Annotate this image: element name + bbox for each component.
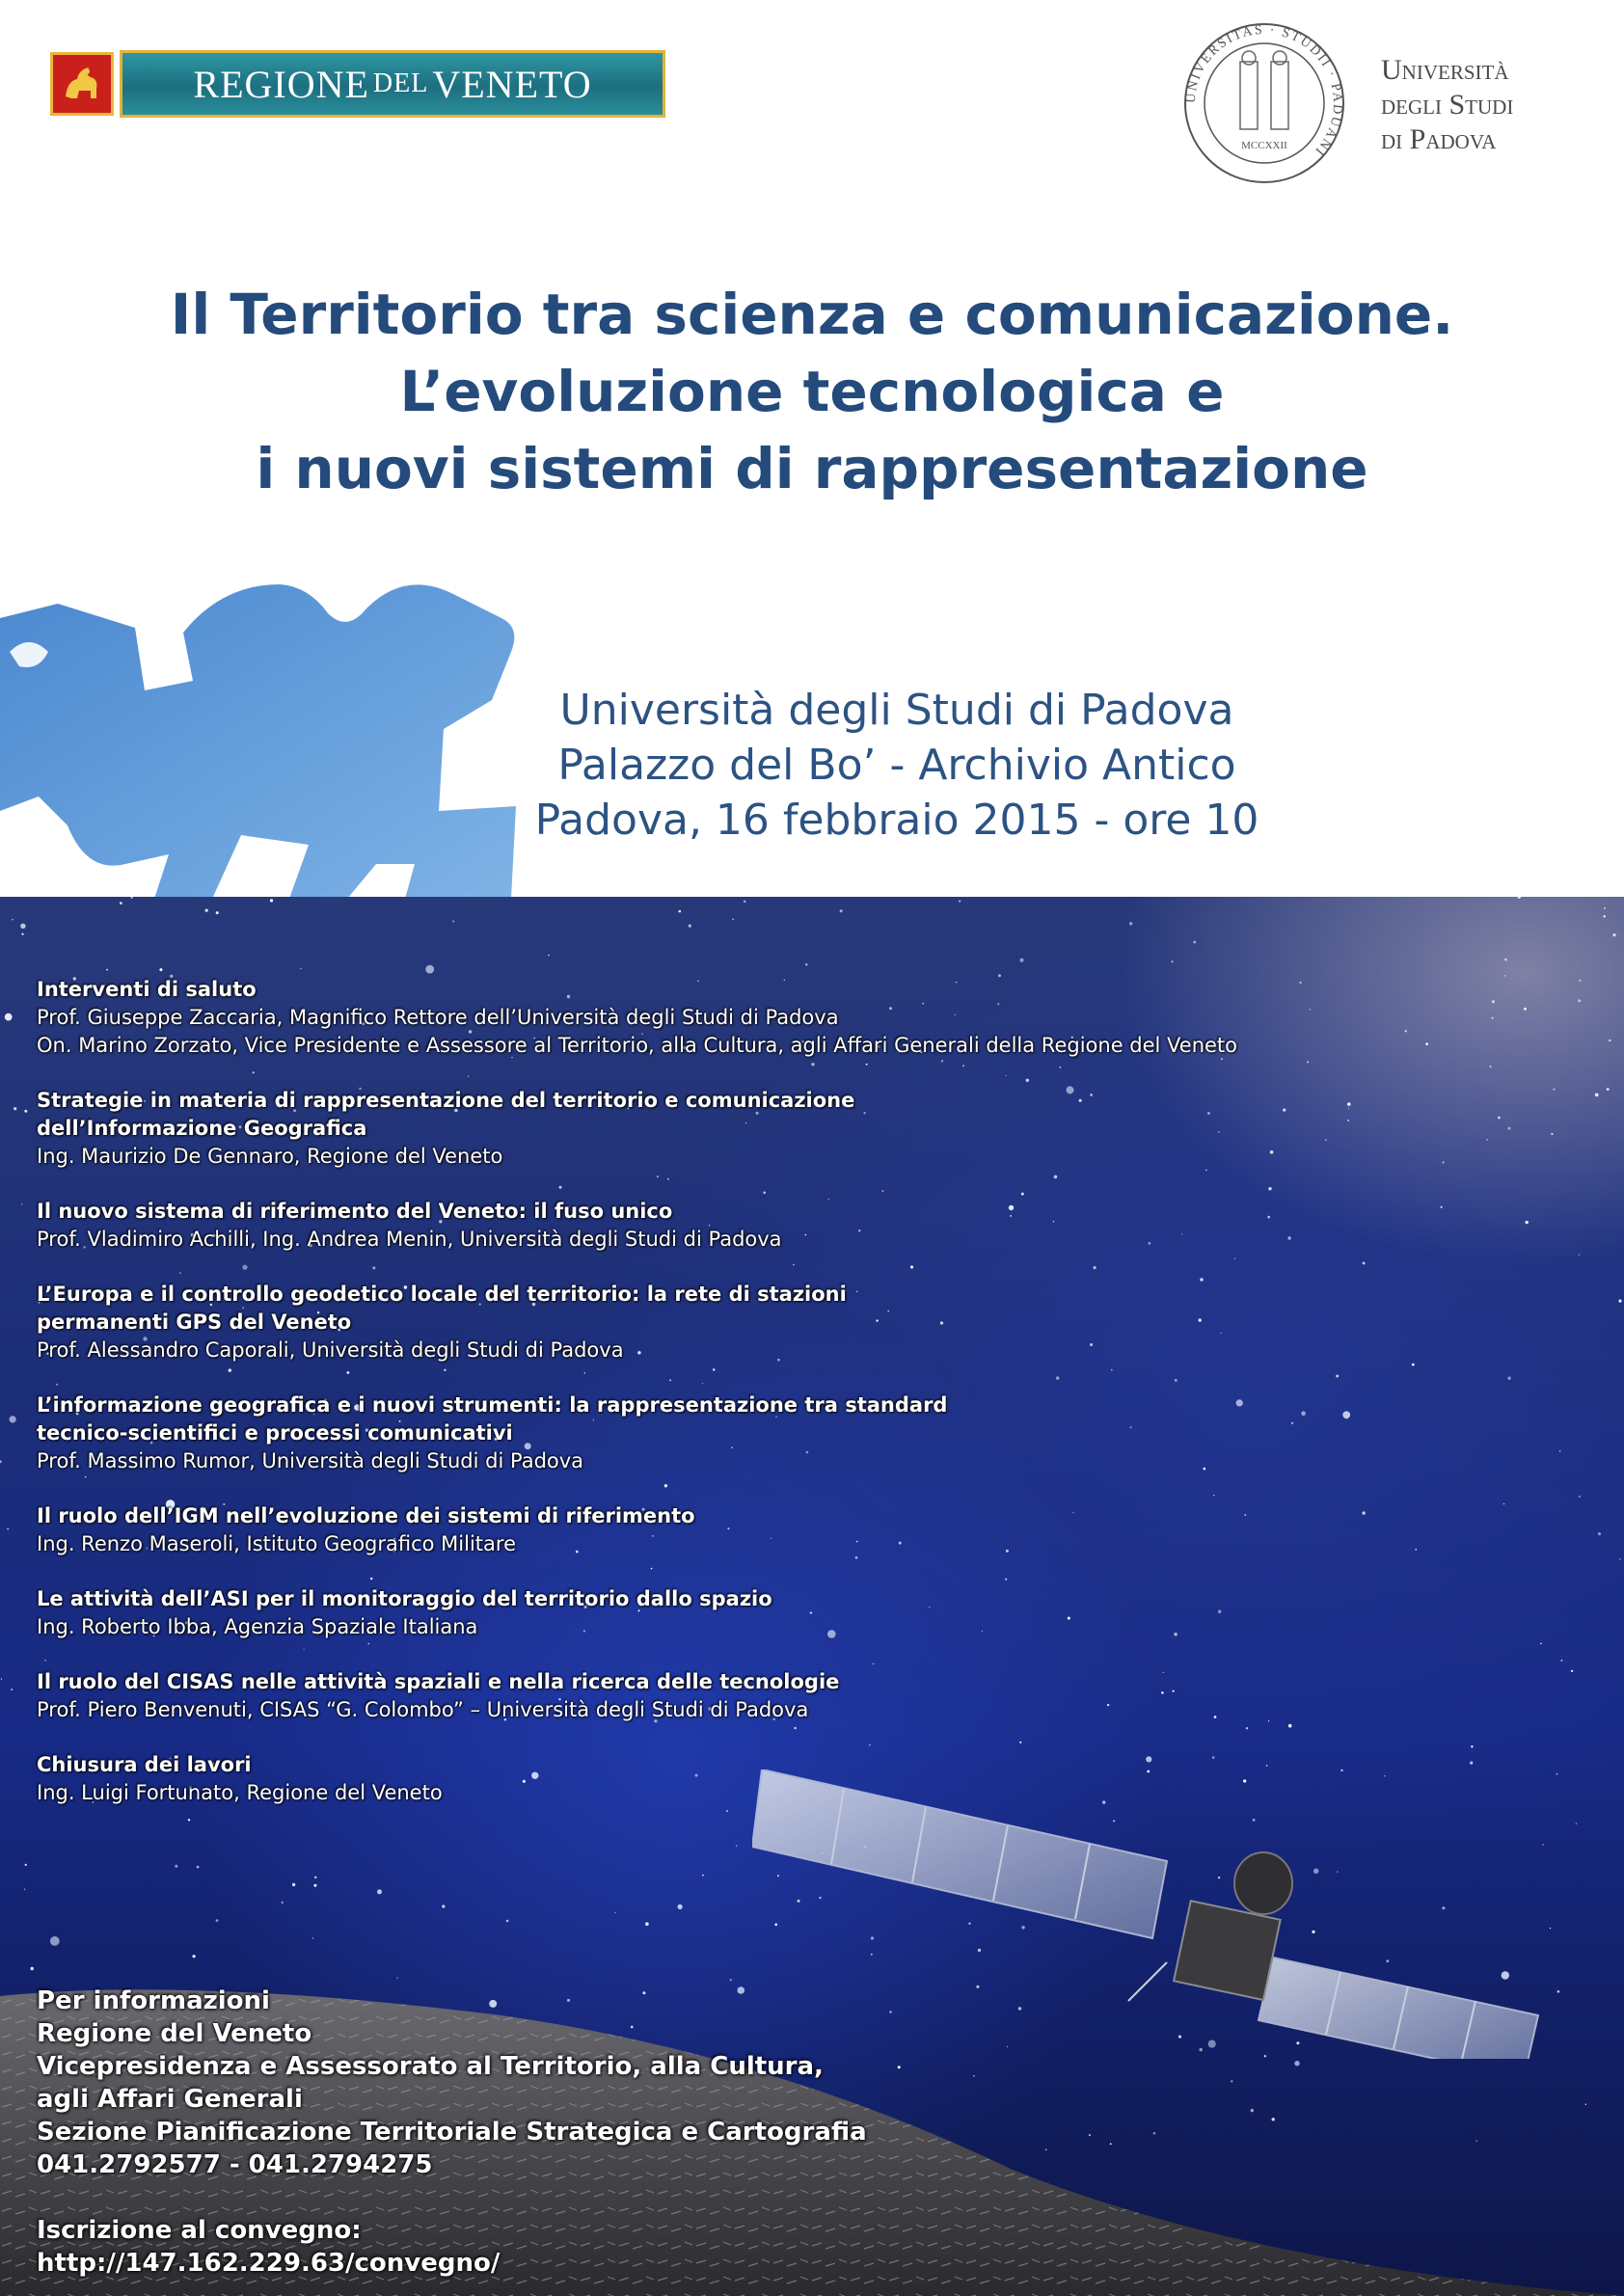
info-line: agli Affari Generali bbox=[37, 2085, 303, 2114]
star bbox=[377, 1889, 382, 1894]
star bbox=[689, 925, 691, 928]
program-item bbox=[37, 1391, 1290, 1475]
star bbox=[1307, 1061, 1309, 1063]
svg-text:MCCXXII: MCCXXII bbox=[1241, 140, 1287, 151]
star bbox=[1550, 1928, 1551, 1929]
title-line-3: i nuovi sistemi di rappresentazione bbox=[256, 436, 1368, 501]
regione-veneto-logo bbox=[50, 50, 665, 118]
star bbox=[452, 921, 454, 923]
star bbox=[0, 1460, 2, 1463]
starry-sky-background bbox=[0, 897, 1624, 2296]
star bbox=[5, 1013, 13, 1021]
star bbox=[300, 968, 302, 970]
star bbox=[548, 955, 549, 956]
program-item bbox=[37, 1087, 1290, 1171]
star bbox=[1540, 1643, 1542, 1645]
star bbox=[645, 1922, 649, 1926]
info-block bbox=[37, 1985, 867, 2280]
university-line-3: di Padova bbox=[1381, 123, 1497, 155]
star bbox=[216, 1919, 219, 1922]
star bbox=[1580, 980, 1582, 982]
program-item-title: L’Europa e il controllo geodetico locale del territorio: la rete di stazioni bbox=[37, 1283, 847, 1306]
star bbox=[805, 963, 807, 965]
star bbox=[292, 1883, 295, 1886]
regione-veneto-banner: REGIONE DEL VENETO bbox=[120, 50, 665, 118]
star bbox=[20, 924, 25, 929]
star bbox=[1595, 1094, 1599, 1097]
program-item bbox=[37, 1281, 1290, 1364]
program-item-speaker: Ing. Maurizio De Gennaro, Regione del Veneto bbox=[37, 1145, 503, 1168]
star bbox=[1553, 1089, 1555, 1091]
star bbox=[282, 1902, 284, 1904]
star bbox=[702, 1875, 704, 1877]
star bbox=[1578, 999, 1581, 1002]
star bbox=[106, 969, 108, 971]
info-line: Regione del Veneto bbox=[37, 2019, 312, 2048]
star bbox=[1310, 1009, 1311, 1010]
program-item bbox=[37, 1668, 1290, 1724]
star bbox=[1492, 1000, 1495, 1003]
star bbox=[1325, 1139, 1326, 1140]
info-line: Per informazioni bbox=[37, 1986, 270, 2015]
star bbox=[1524, 1008, 1527, 1011]
star bbox=[1489, 1066, 1491, 1067]
star bbox=[1443, 1162, 1445, 1164]
star bbox=[205, 909, 208, 912]
star bbox=[12, 919, 14, 921]
star bbox=[24, 1889, 25, 1890]
conference-title bbox=[0, 276, 1624, 507]
svg-text:UNIVERSITAS · STUDII · PADUANI: UNIVERSITAS · STUDII · PADUANI bbox=[1183, 22, 1345, 160]
program-item-title: L’informazione geografica e i nuovi strumenti: la rappresentazione tra standard bbox=[37, 1393, 948, 1417]
venue-line-2: Palazzo del Bo’ - Archivio Antico bbox=[557, 741, 1236, 790]
star bbox=[959, 901, 961, 903]
star bbox=[1291, 1422, 1293, 1424]
program-item-speaker: On. Marino Zorzato, Vice Presidente e Assessore al Territorio, alla Cultura, agli Affari Generali della Regione del Veneto bbox=[37, 1034, 1238, 1057]
star bbox=[442, 1904, 445, 1907]
star bbox=[1415, 1549, 1417, 1551]
star bbox=[1492, 1017, 1494, 1019]
star bbox=[1560, 1660, 1562, 1661]
star bbox=[732, 919, 734, 921]
info-line: Vicepresidenza e Assessorato al Territorio, alla Cultura, bbox=[37, 2052, 824, 2081]
info-line: Sezione Pianificazione Territoriale Strategica e Cartografia bbox=[37, 2118, 867, 2147]
star bbox=[744, 901, 746, 904]
star bbox=[840, 909, 843, 912]
program-item-title: Interventi di saluto bbox=[37, 978, 257, 1001]
star bbox=[1347, 1120, 1349, 1121]
program-item-title: Il ruolo dell’IGM nell’evoluzione dei sistemi di riferimento bbox=[37, 1504, 695, 1527]
star bbox=[25, 1864, 27, 1866]
program-item bbox=[37, 1198, 1290, 1254]
star bbox=[1508, 1127, 1511, 1130]
star bbox=[1551, 1133, 1553, 1135]
star bbox=[1612, 933, 1615, 936]
program-item-title: Strategie in materia di rappresentazione del territorio e comunicazione bbox=[37, 1089, 855, 1112]
star bbox=[193, 1955, 196, 1958]
star bbox=[1619, 1558, 1621, 1560]
star bbox=[679, 910, 682, 913]
star bbox=[1618, 1300, 1621, 1303]
program-item-title: Chiusura dei lavori bbox=[37, 1753, 252, 1776]
star bbox=[1556, 1773, 1558, 1775]
star bbox=[1172, 960, 1174, 962]
star bbox=[1412, 1364, 1415, 1366]
star bbox=[425, 965, 434, 974]
star bbox=[1526, 1221, 1529, 1224]
star bbox=[1363, 1262, 1366, 1265]
university-seal-icon bbox=[1182, 21, 1346, 185]
star bbox=[1342, 1411, 1350, 1418]
star bbox=[24, 1110, 27, 1113]
lion-of-saint-mark-icon bbox=[50, 52, 114, 116]
program-list bbox=[37, 976, 1290, 1834]
star bbox=[21, 933, 23, 935]
program-item bbox=[37, 1502, 1290, 1558]
star bbox=[1579, 1496, 1580, 1497]
star bbox=[1518, 897, 1521, 899]
star bbox=[159, 968, 162, 971]
star bbox=[313, 1884, 316, 1887]
star bbox=[1441, 1206, 1443, 1208]
star bbox=[1604, 907, 1606, 909]
star bbox=[10, 1416, 16, 1422]
star bbox=[1498, 1117, 1501, 1120]
star bbox=[1576, 1823, 1578, 1824]
star bbox=[120, 902, 122, 905]
star bbox=[1504, 975, 1505, 976]
star bbox=[31, 1967, 34, 1970]
university-name bbox=[1381, 53, 1513, 157]
venue-line-1: Università degli Studi di Padova bbox=[559, 686, 1234, 735]
star bbox=[1507, 1377, 1510, 1380]
star bbox=[1579, 1255, 1580, 1256]
program-item-title: dell’Informazione Geografica bbox=[37, 1117, 367, 1140]
venue-block bbox=[501, 683, 1292, 848]
registration-link[interactable]: http://147.162.229.63/convegno/ bbox=[37, 2249, 501, 2278]
star bbox=[1193, 941, 1196, 944]
star bbox=[1598, 1532, 1601, 1535]
star bbox=[50, 1936, 60, 1946]
star bbox=[1301, 1411, 1306, 1416]
star bbox=[131, 897, 133, 899]
star bbox=[1020, 959, 1024, 962]
star bbox=[506, 1920, 508, 1922]
star bbox=[1503, 1503, 1504, 1504]
program-item-speaker: Ing. Roberto Ibba, Agenzia Spaziale Italiana bbox=[37, 1615, 478, 1638]
star bbox=[11, 1688, 13, 1690]
program-item-title: Le attività dell’ASI per il monitoraggio del territorio dallo spazio bbox=[37, 1587, 772, 1610]
program-item bbox=[37, 1585, 1290, 1641]
program-item-speaker: Prof. Vladimiro Achilli, Ing. Andrea Menin, Università degli Studi di Padova bbox=[37, 1228, 782, 1251]
star bbox=[1609, 1040, 1610, 1041]
university-line-1: Università bbox=[1381, 54, 1509, 86]
star bbox=[1299, 982, 1301, 984]
star bbox=[312, 1937, 313, 1938]
program-item bbox=[37, 976, 1290, 1060]
star bbox=[21, 1203, 22, 1204]
program-item-speaker: Prof. Massimo Rumor, Università degli Studi di Padova bbox=[37, 1449, 584, 1472]
star bbox=[1604, 915, 1606, 917]
star bbox=[1405, 1030, 1407, 1032]
star bbox=[1471, 1745, 1473, 1747]
star bbox=[1336, 1375, 1339, 1378]
star bbox=[175, 1865, 177, 1868]
star bbox=[7, 1528, 9, 1530]
program-item bbox=[37, 1751, 1290, 1807]
program-item-speaker: Ing. Renzo Maseroli, Istituto Geografico Militare bbox=[37, 1532, 516, 1555]
program-item-speaker: Prof. Giuseppe Zaccaria, Magnifico Rettore dell’Università degli Studi di Padova bbox=[37, 1006, 839, 1029]
star bbox=[736, 1846, 737, 1847]
program-item-title: permanenti GPS del Veneto bbox=[37, 1310, 352, 1334]
star bbox=[1470, 1762, 1473, 1765]
university-line-2: degli Studi bbox=[1381, 89, 1514, 121]
winged-lion-icon bbox=[0, 575, 521, 899]
star bbox=[1348, 1108, 1349, 1109]
star bbox=[1559, 1450, 1561, 1452]
venue-line-3: Padova, 16 febbraio 2015 - ore 10 bbox=[534, 796, 1259, 845]
star bbox=[197, 1866, 200, 1869]
star bbox=[216, 911, 219, 914]
star bbox=[270, 899, 273, 902]
star bbox=[1504, 959, 1507, 961]
title-line-2: L’evoluzione tecnologica e bbox=[399, 359, 1225, 424]
program-item-speaker: Ing. Luigi Fortunato, Regione del Veneto bbox=[37, 1781, 443, 1804]
star bbox=[1362, 1511, 1365, 1514]
registration-label: Iscrizione al convegno: bbox=[37, 2216, 362, 2245]
star bbox=[1347, 1102, 1350, 1105]
program-item-title: tecnico-scientifici e processi comunicativi bbox=[37, 1421, 513, 1445]
program-item-title: Il ruolo del CISAS nelle attività spaziali e nella ricerca delle tecnologie bbox=[37, 1670, 840, 1693]
star bbox=[314, 1877, 316, 1878]
star bbox=[1571, 1670, 1573, 1672]
star bbox=[614, 1912, 615, 1913]
star bbox=[1486, 1139, 1488, 1141]
star bbox=[1, 1679, 2, 1680]
program-item-speaker: Prof. Alessandro Caporali, Università degli Studi di Padova bbox=[37, 1338, 624, 1362]
program-item-speaker: Prof. Piero Benvenuti, CISAS “G. Colombo” – Università degli Studi di Padova bbox=[37, 1698, 809, 1721]
phone-numbers: 041.2792577 - 041.2794275 bbox=[37, 2150, 433, 2179]
star bbox=[14, 1107, 16, 1110]
title-line-1: Il Territorio tra scienza e comunicazione. bbox=[170, 282, 1454, 347]
program-item-title: Il nuovo sistema di riferimento del Veneto: il fuso unico bbox=[37, 1200, 673, 1223]
star bbox=[1607, 1088, 1610, 1091]
star bbox=[678, 1904, 683, 1909]
star bbox=[1129, 922, 1132, 925]
star bbox=[1425, 1042, 1428, 1045]
